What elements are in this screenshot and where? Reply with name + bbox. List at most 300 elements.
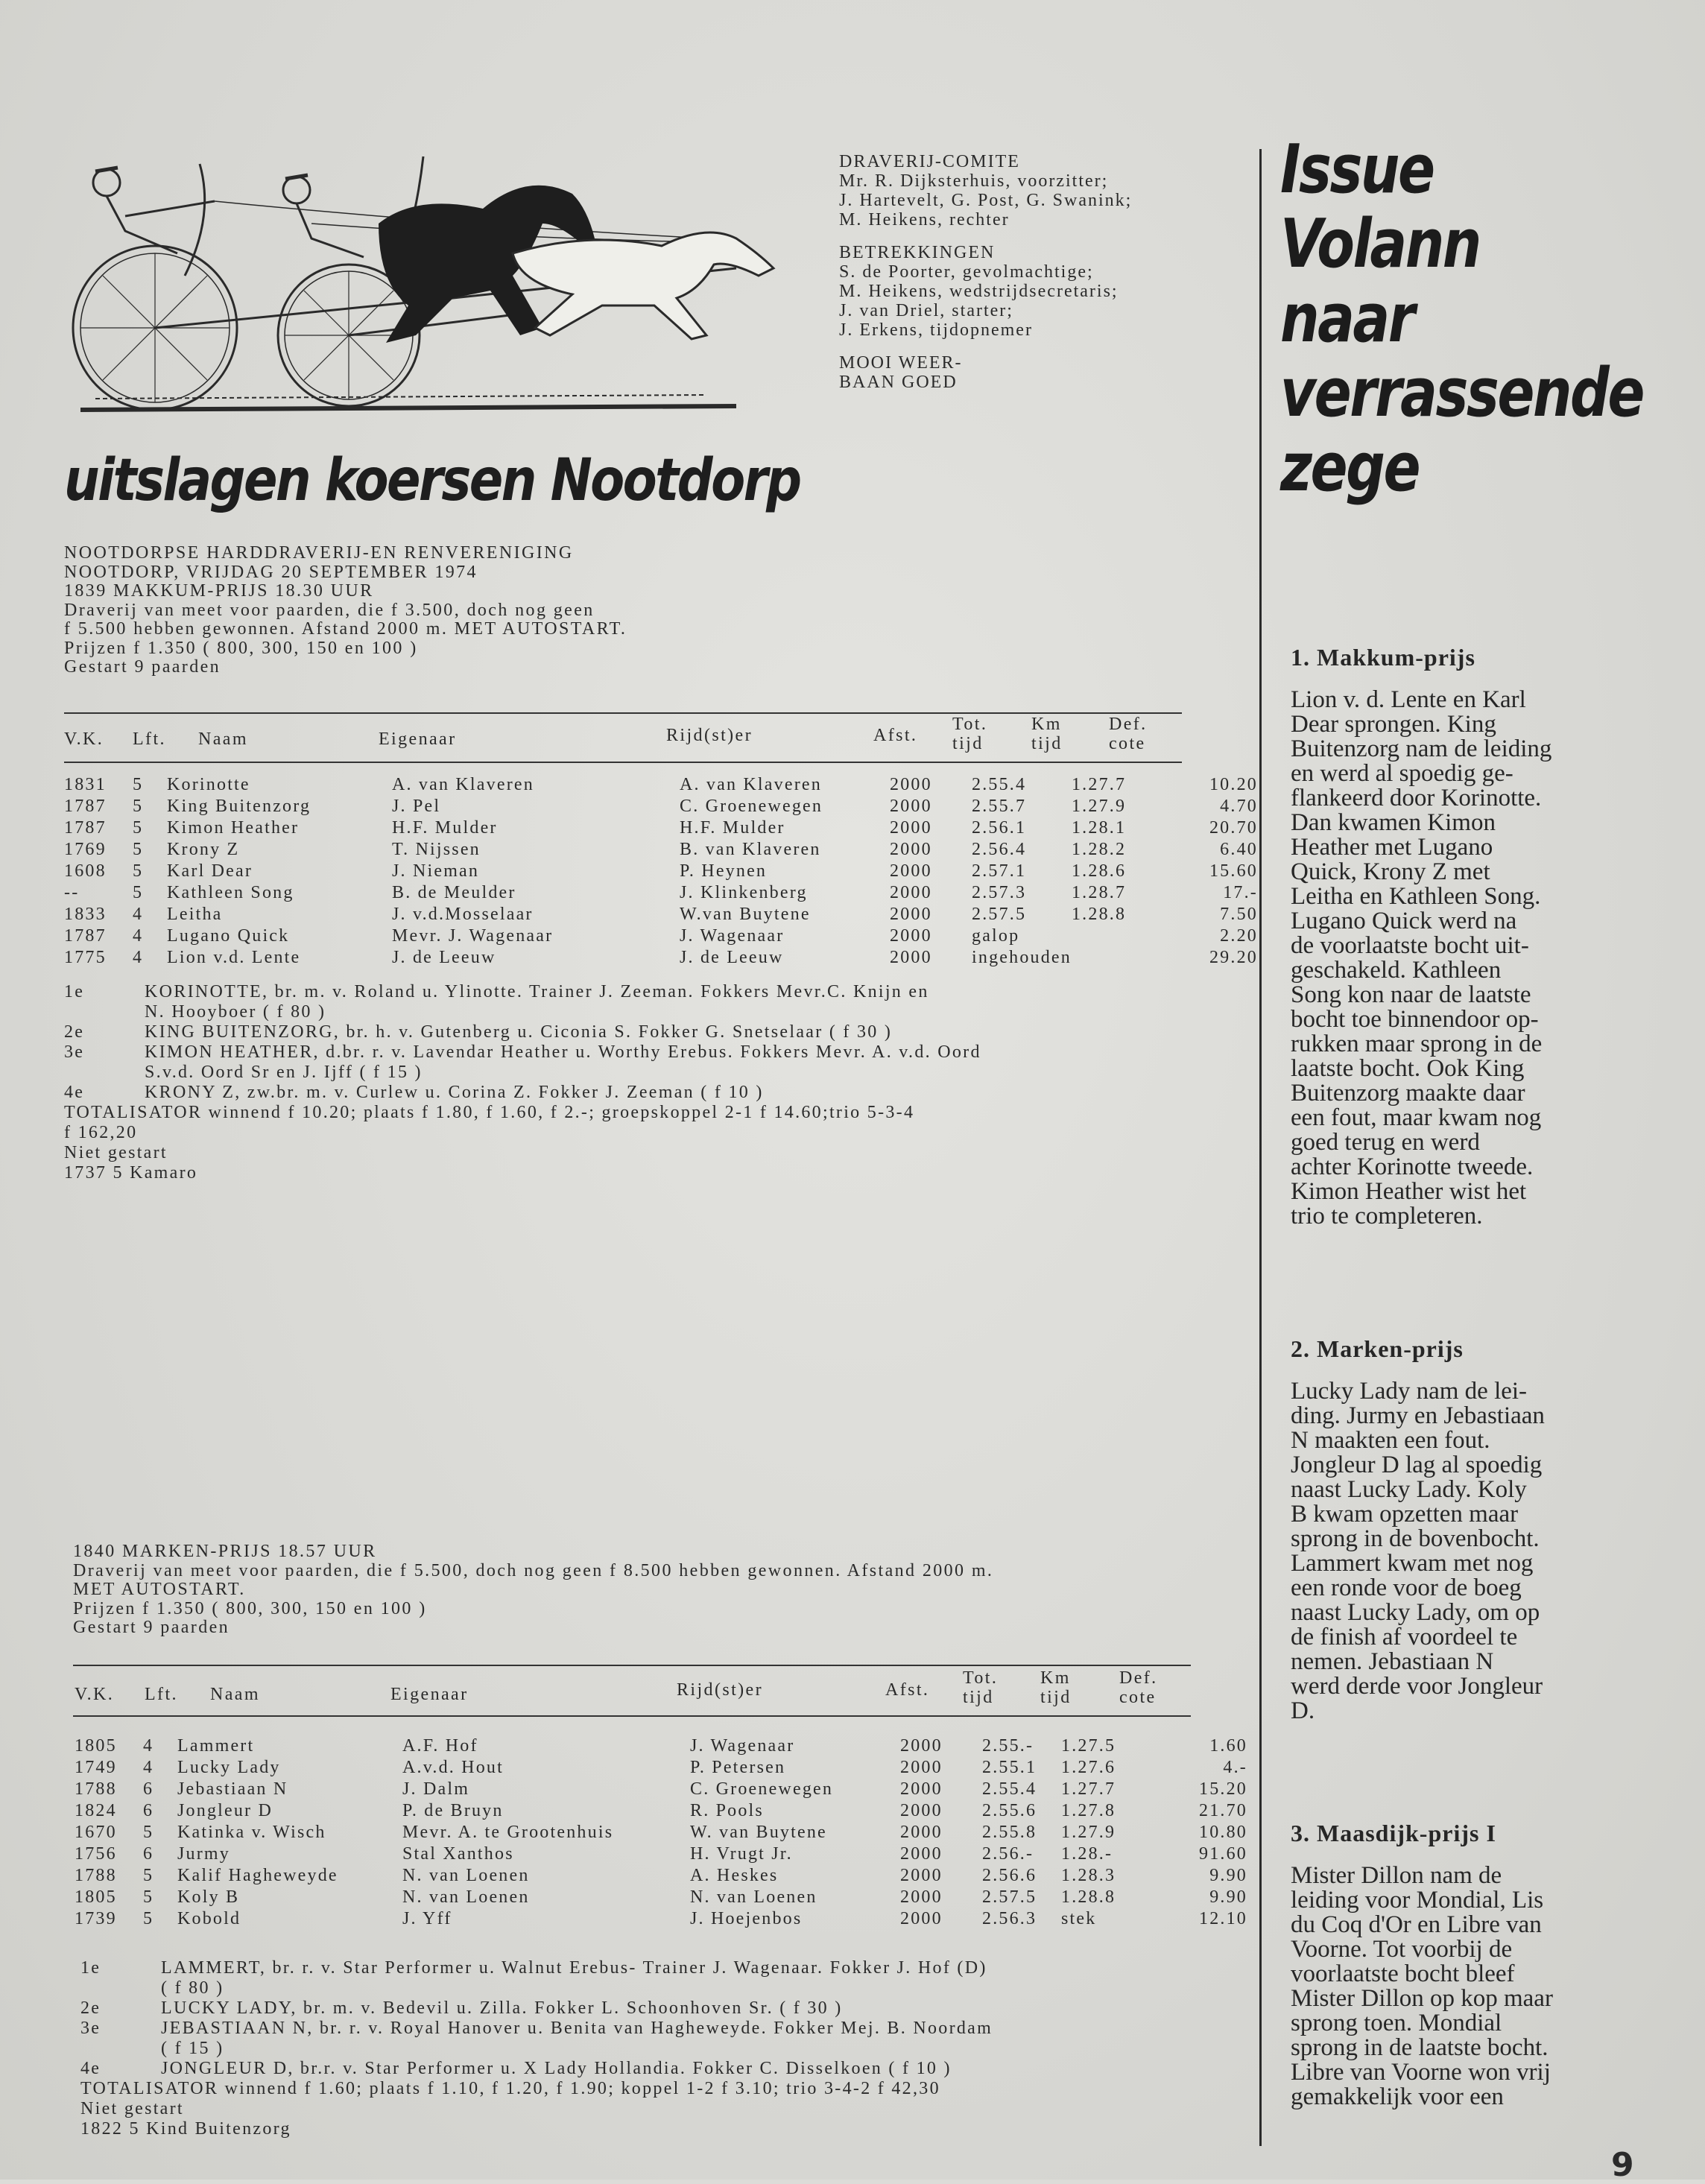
result-cell: 2000 — [890, 861, 932, 881]
result-cell: A.F. Hof — [402, 1736, 478, 1756]
placing-text: S.v.d. Oord Sr en J. Ijff ( f 15 ) — [145, 1063, 423, 1082]
result-cell: 1824 — [75, 1801, 117, 1820]
section-text-line: Lugano Quick werd na — [1291, 908, 1517, 934]
placing-line — [64, 1022, 914, 1042]
placing-label: 4e — [64, 1083, 85, 1102]
result-cell: H.F. Mulder — [680, 818, 785, 838]
header-kmtijd: tijd — [1031, 734, 1063, 753]
table-rule — [64, 762, 1182, 763]
result-cell: 1749 — [75, 1758, 117, 1777]
table-rule — [73, 1715, 1191, 1717]
result-cell: 1.28.1 — [1071, 818, 1127, 838]
result-cell: H. Vrugt Jr. — [690, 1844, 793, 1864]
race1-placings — [64, 982, 981, 1183]
result-cell: 21.70 — [1199, 1801, 1247, 1820]
result-cell: Lammert — [177, 1736, 255, 1756]
result-cell: 2000 — [890, 948, 932, 967]
placing-text: LAMMERT, br. r. v. Star Performer u. Walnut Erebus- Trainer J. Wagenaar. Fokker J. Hof (D) — [161, 1958, 987, 1978]
result-cell: 2000 — [890, 883, 932, 902]
result-cell: 2000 — [890, 926, 932, 946]
relations-heading: BETREKKINGEN — [839, 243, 996, 262]
result-cell: 1775 — [64, 948, 107, 967]
result-cell: 2000 — [900, 1758, 943, 1777]
result-row — [75, 1844, 1247, 1866]
result-cell: 2.56.3 — [982, 1909, 1037, 1928]
section-text-line: Mister Dillon op kop maar — [1291, 1985, 1553, 2012]
result-cell: 2000 — [890, 775, 932, 794]
race1-conditions: Draverij van meet voor paarden, die f 3.500, doch nog geen — [64, 600, 595, 620]
section-text-line: achter Korinotte tweede. — [1291, 1153, 1534, 1180]
result-cell: Kathleen Song — [167, 883, 294, 902]
result-cell: 1.27.9 — [1071, 797, 1127, 816]
result-cell: 6 — [143, 1779, 154, 1799]
section-heading: 1. Makkum-prijs — [1291, 644, 1475, 671]
result-cell: 1787 — [64, 926, 107, 946]
committee-block — [839, 152, 1256, 392]
section-text-line: Dan kwamen Kimon — [1291, 809, 1496, 836]
not-started-line: 1737 5 Kamaro — [64, 1163, 198, 1183]
result-cell: 2000 — [900, 1844, 943, 1864]
race1-intro — [64, 544, 627, 677]
header-eigenaar: Eigenaar — [379, 729, 457, 749]
result-cell: Lucky Lady — [177, 1758, 281, 1777]
result-cell: Stal Xanthos — [402, 1844, 514, 1864]
result-cell: 1.27.9 — [1061, 1823, 1116, 1842]
result-cell: Mevr. A. te Grootenhuis — [402, 1823, 614, 1842]
section-text-line: en werd al spoedig ge- — [1291, 760, 1513, 787]
result-row — [64, 775, 1258, 797]
intro-line: NOOTDORP, VRIJDAG 20 SEPTEMBER 1974 — [64, 562, 478, 582]
result-cell: 5 — [133, 861, 144, 881]
committee-heading: DRAVERIJ-COMITE — [839, 152, 1020, 171]
result-row — [75, 1736, 1247, 1758]
section-text-line: B kwam opzetten maar — [1291, 1501, 1519, 1528]
section-text-line: werd derde voor Jongleur — [1291, 1673, 1543, 1700]
result-cell: H.F. Mulder — [392, 818, 498, 838]
race2-title: 1840 MARKEN-PRIJS 18.57 UUR — [73, 1542, 377, 1561]
result-cell: 12.10 — [1199, 1909, 1247, 1928]
result-cell: B. van Klaveren — [680, 840, 821, 859]
section-text-line: Kimon Heather wist het — [1291, 1178, 1527, 1205]
result-cell: 5 — [133, 840, 144, 859]
result-cell: 2000 — [900, 1779, 943, 1799]
title-line: Issue — [1280, 130, 1434, 209]
placing-text: ( f 15 ) — [161, 2039, 224, 2058]
result-cell: 9.90 — [1209, 1866, 1247, 1885]
result-cell: 91.60 — [1199, 1844, 1247, 1864]
header-vk: V.K. — [64, 729, 104, 749]
result-cell: 2.55.4 — [972, 775, 1027, 794]
section-text-line: naast Lucky Lady. Koly — [1291, 1476, 1527, 1503]
result-cell: 2000 — [900, 1823, 943, 1842]
header-tot: Tot. — [952, 715, 988, 734]
section-text-line: rukken maar sprong in de — [1291, 1031, 1543, 1057]
section-text-line: Lammert kwam met nog — [1291, 1550, 1534, 1577]
result-cell: ingehouden — [972, 948, 1072, 967]
result-cell: Jebastiaan N — [177, 1779, 288, 1799]
placing-line — [80, 1978, 940, 1998]
result-cell: 2000 — [890, 905, 932, 924]
result-cell: N. van Loenen — [402, 1866, 530, 1885]
header-afst: Afst. — [873, 726, 918, 745]
section-text-line: voorlaatste bocht bleef — [1291, 1960, 1515, 1987]
race2-starters: Gestart 9 paarden — [73, 1618, 230, 1637]
race2-intro — [73, 1542, 993, 1638]
result-cell: 2000 — [890, 797, 932, 816]
result-cell: 2.56.1 — [972, 818, 1027, 838]
section-text-line: de voorlaatste bocht uit- — [1291, 932, 1529, 959]
result-cell: 2.55.4 — [982, 1779, 1037, 1799]
result-cell: 1788 — [75, 1779, 117, 1799]
result-cell: A. Heskes — [690, 1866, 779, 1885]
placing-label: 2e — [80, 1998, 101, 2018]
header-lft: Lft. — [145, 1685, 178, 1704]
result-cell: J. Dalm — [402, 1779, 470, 1799]
section-text-line: sprong toen. Mondial — [1291, 2010, 1502, 2036]
result-cell: 1.27.6 — [1061, 1758, 1116, 1777]
result-cell: W. van Buytene — [690, 1823, 827, 1842]
column-section-maasdijk — [1291, 1821, 1678, 2109]
section-heading: 3. Maasdijk-prijs I — [1291, 1820, 1496, 1846]
result-cell: Mevr. J. Wagenaar — [392, 926, 554, 946]
result-cell: 4 — [133, 926, 144, 946]
title-line: verrassende — [1280, 354, 1644, 432]
result-cell: A. van Klaveren — [680, 775, 822, 794]
placing-text: KIMON HEATHER, d.br. r. v. Lavendar Heather u. Worthy Erebus. Fokkers Mevr. A. v.d. Oord — [145, 1042, 981, 1062]
race2-conditions: Draverij van meet voor paarden, die f 5.500, doch nog geen f 8.500 hebben gewonnen. Afstand 2000 m. — [73, 1560, 994, 1580]
result-cell: 2.57.3 — [972, 883, 1027, 902]
result-cell: 6 — [143, 1844, 154, 1864]
result-cell: 4 — [133, 948, 144, 967]
header-vk: V.K. — [75, 1685, 115, 1704]
result-cell — [1072, 948, 1183, 969]
result-row — [64, 905, 1258, 926]
column-section-makkum — [1291, 645, 1678, 1229]
race2-results-table — [75, 1736, 1247, 1931]
section-text-line: de finish af voordeel te — [1291, 1624, 1518, 1650]
table-rule — [73, 1665, 1191, 1666]
placing-text: N. Hooyboer ( f 80 ) — [145, 1002, 326, 1022]
header-km: Km — [1040, 1668, 1071, 1688]
placing-text: JEBASTIAAN N, br. r. v. Royal Hanover u. Benita van Hagheweyde. Fokker Mej. B. Noordam — [161, 2019, 993, 2038]
result-cell: 1831 — [64, 775, 107, 794]
result-cell: 1.28.8 — [1061, 1887, 1116, 1907]
result-cell: Lugano Quick — [167, 926, 290, 946]
result-cell: Krony Z — [167, 840, 240, 859]
result-cell: 1833 — [64, 905, 107, 924]
result-cell: Koly B — [177, 1887, 240, 1907]
result-cell: J. Wagenaar — [690, 1736, 795, 1756]
result-row — [75, 1866, 1247, 1887]
placing-text: LUCKY LADY, br. m. v. Bedevil u. Zilla. Fokker L. Schoonhoven Sr. ( f 30 ) — [161, 1998, 843, 2018]
totalisator-line: f 162,20 — [64, 1123, 138, 1142]
relations-line: S. de Poorter, gevolmachtige; — [839, 262, 1094, 282]
result-cell: T. Nijssen — [392, 840, 481, 859]
result-row — [75, 1779, 1247, 1801]
section-text-line: Lion v. d. Lente en Karl — [1291, 686, 1526, 713]
result-cell: 5 — [133, 775, 144, 794]
result-cell — [1072, 926, 1183, 948]
result-cell: 1805 — [75, 1736, 117, 1756]
title-line: naar — [1280, 279, 1414, 358]
placing-label: 1e — [64, 982, 85, 1001]
placing-label: 1e — [80, 1958, 101, 1978]
placing-line — [64, 1042, 981, 1063]
intro-line: NOOTDORPSE HARDDRAVERIJ-EN RENVERENIGING — [64, 543, 574, 563]
result-cell: J. Yff — [402, 1909, 452, 1928]
header-lft: Lft. — [133, 729, 166, 749]
result-cell: 5 — [133, 883, 144, 902]
section-text-line: goed terug en werd — [1291, 1129, 1480, 1156]
result-cell: 2.55.- — [982, 1736, 1034, 1756]
result-cell: J. Wagenaar — [680, 926, 785, 946]
result-cell: 1670 — [75, 1823, 117, 1842]
result-cell: 1788 — [75, 1866, 117, 1885]
section-text-line: Lucky Lady nam de lei- — [1291, 1378, 1528, 1405]
title-line: Volann — [1280, 205, 1480, 283]
result-row — [64, 948, 1258, 969]
section-text-line: Leitha en Kathleen Song. — [1291, 883, 1541, 910]
committee-line: M. Heikens, rechter — [839, 210, 1010, 230]
header-naam: Naam — [210, 1685, 260, 1704]
result-cell: Jongleur D — [177, 1801, 273, 1820]
totalisator-line: TOTALISATOR winnend f 1.60; plaats f 1.10, f 1.20, f 1.90; koppel 1-2 f 3.10; trio 3-4-2 f 42,30 — [80, 2079, 940, 2098]
weather-line: MOOI WEER- — [839, 353, 963, 373]
result-row — [64, 797, 1258, 818]
header-cote: cote — [1119, 1688, 1157, 1707]
totalisator-line: TOTALISATOR winnend f 10.20; plaats f 1.80, f 1.60, f 2.-; groepskoppel 2-1 f 14.60;trio 5-3-4 — [64, 1103, 915, 1122]
section-text-line: laatste bocht. Ook King — [1291, 1055, 1525, 1082]
result-cell: 1.27.7 — [1061, 1779, 1116, 1799]
result-cell: 1.28.7 — [1071, 883, 1127, 902]
header-kmtijd: tijd — [1040, 1688, 1072, 1707]
result-cell: 2.57.5 — [982, 1887, 1037, 1907]
result-cell: 15.60 — [1209, 861, 1258, 881]
placing-text: KING BUITENZORG, br. h. v. Gutenberg u. Ciconia S. Fokker G. Snetselaar ( f 30 ) — [145, 1022, 893, 1042]
result-cell: 1805 — [75, 1887, 117, 1907]
result-cell: Kobold — [177, 1909, 241, 1928]
section-text-line: geschakeld. Kathleen — [1291, 957, 1502, 984]
result-cell: N. van Loenen — [690, 1887, 817, 1907]
placing-text: ( f 80 ) — [161, 1978, 224, 1998]
header-tot: Tot. — [963, 1668, 999, 1688]
result-cell: 29.20 — [1209, 948, 1258, 967]
section-text-line: Dear sprongen. King — [1291, 711, 1496, 738]
relations-line: M. Heikens, wedstrijdsecretaris; — [839, 282, 1119, 301]
result-row — [75, 1909, 1247, 1931]
result-cell: 2000 — [900, 1909, 943, 1928]
result-cell: N. van Loenen — [402, 1887, 530, 1907]
section-text-line: D. — [1291, 1697, 1315, 1724]
result-cell: 2.56.- — [982, 1844, 1034, 1864]
result-cell: Korinotte — [167, 775, 250, 794]
result-cell: A.v.d. Hout — [402, 1758, 504, 1777]
result-cell: Karl Dear — [167, 861, 253, 881]
harness-racing-illustration — [66, 112, 811, 425]
race1-prizes: Prijzen f 1.350 ( 800, 300, 150 en 100 ) — [64, 638, 418, 658]
result-row — [64, 883, 1258, 905]
result-cell: 5 — [133, 818, 144, 838]
race1-title: 1839 MAKKUM-PRIJS 18.30 UUR — [64, 581, 374, 601]
section-text-line: sprong in de bovenbocht. — [1291, 1525, 1540, 1552]
placing-label: 3e — [80, 2019, 101, 2038]
result-cell: 4.70 — [1220, 797, 1258, 816]
result-cell: 5 — [143, 1909, 154, 1928]
race1-conditions: f 5.500 hebben gewonnen. Afstand 2000 m. MET AUTOSTART. — [64, 619, 627, 639]
result-row — [75, 1887, 1247, 1909]
result-cell: 2.55.7 — [972, 797, 1027, 816]
section-text-line: nemen. Jebastiaan N — [1291, 1648, 1494, 1675]
section-text-line: Voorne. Tot voorbij de — [1291, 1936, 1513, 1963]
section-text-line: Libre van Voorne won vrij — [1291, 2059, 1551, 2086]
light-horse — [513, 232, 774, 339]
result-cell: 1787 — [64, 818, 107, 838]
section-text-line: N maakten een fout. — [1291, 1427, 1490, 1454]
result-cell: Katinka v. Wisch — [177, 1823, 326, 1842]
result-cell: 1.28.3 — [1061, 1866, 1116, 1885]
result-cell: 2.56.4 — [972, 840, 1027, 859]
header-cote: cote — [1109, 734, 1146, 753]
section-text-line: Buitenzorg nam de leiding — [1291, 735, 1552, 762]
result-cell: 17.- — [1223, 883, 1258, 902]
result-cell: 5 — [143, 1866, 154, 1885]
header-tijd: tijd — [963, 1688, 994, 1707]
result-cell: P. Petersen — [690, 1758, 786, 1777]
result-cell: Leitha — [167, 905, 223, 924]
result-cell: C. Groenewegen — [680, 797, 823, 816]
result-cell: 2000 — [890, 818, 932, 838]
header-def: Def. — [1119, 1668, 1158, 1688]
placing-label: 4e — [80, 2059, 101, 2078]
result-cell: 7.50 — [1220, 905, 1258, 924]
section-text-line: leiding voor Mondial, Lis — [1291, 1887, 1544, 1914]
committee-line: J. Hartevelt, G. Post, G. Swanink; — [839, 191, 1133, 210]
result-cell: 4.- — [1223, 1758, 1247, 1777]
result-cell: 4 — [143, 1736, 154, 1756]
placing-line — [80, 1998, 940, 2019]
section-text-line: Quick, Krony Z met — [1291, 858, 1490, 885]
race1-starters: Gestart 9 paarden — [64, 657, 221, 677]
section-text-line: Song kon naar de laatste — [1291, 981, 1531, 1008]
placing-line — [64, 1002, 914, 1022]
result-cell: 1.28.8 — [1071, 905, 1127, 924]
race2-conditions: MET AUTOSTART. — [73, 1580, 246, 1599]
result-cell: 20.70 — [1209, 818, 1258, 838]
placing-label: 3e — [64, 1042, 85, 1062]
result-cell: 6 — [143, 1801, 154, 1820]
result-cell: 1756 — [75, 1844, 117, 1864]
result-cell: P. Heynen — [680, 861, 768, 881]
relations-line: J. van Driel, starter; — [839, 301, 1013, 320]
section-text-line: flankeerd door Korinotte. — [1291, 785, 1542, 811]
not-started-line: Niet gestart — [80, 2099, 184, 2118]
result-cell: 9.90 — [1209, 1887, 1247, 1907]
result-cell: Kalif Hagheweyde — [177, 1866, 338, 1885]
result-row — [75, 1801, 1247, 1823]
placing-text: KORINOTTE, br. m. v. Roland u. Ylinotte. Trainer J. Zeeman. Fokkers Mevr.C. Knijn en — [145, 982, 929, 1001]
result-cell: 2000 — [890, 840, 932, 859]
header-afst: Afst. — [885, 1680, 930, 1700]
result-cell: B. de Meulder — [392, 883, 516, 902]
result-cell: J. v.d.Mosselaar — [392, 905, 534, 924]
result-row — [75, 1823, 1247, 1844]
weather-line: BAAN GOED — [839, 373, 958, 392]
result-cell: 2000 — [900, 1801, 943, 1820]
result-cell: 5 — [143, 1887, 154, 1907]
result-cell: J. Hoejenbos — [690, 1909, 803, 1928]
title-line: zege — [1280, 428, 1420, 507]
result-cell: 2.57.1 — [972, 861, 1027, 881]
header-def: Def. — [1109, 715, 1148, 734]
result-cell: 4 — [143, 1758, 154, 1777]
result-row — [64, 840, 1258, 861]
header-rijder: Rijd(st)er — [666, 726, 753, 745]
result-cell: 1.28.2 — [1071, 840, 1127, 859]
header-tijd: tijd — [952, 734, 984, 753]
section-text-line: Heather met Lugano — [1291, 834, 1493, 861]
result-cell: galop — [972, 926, 1020, 946]
result-cell: 2.20 — [1220, 926, 1258, 946]
column-title — [1280, 130, 1644, 507]
result-cell: 15.20 — [1199, 1779, 1247, 1799]
section-text-line: naast Lucky Lady, om op — [1291, 1599, 1540, 1626]
page-headline: uitslagen koersen Nootdorp — [64, 447, 800, 514]
result-cell: 1769 — [64, 840, 107, 859]
race1-results-table — [64, 775, 1258, 969]
placing-line — [64, 1083, 914, 1103]
section-text-line: ding. Jurmy en Jebastiaan — [1291, 1402, 1545, 1429]
result-cell: 2000 — [900, 1887, 943, 1907]
column-divider — [1259, 149, 1262, 2146]
table-rule — [64, 712, 1182, 714]
placing-text: KRONY Z, zw.br. m. v. Curlew u. Corina Z. Fokker J. Zeeman ( f 10 ) — [145, 1083, 764, 1102]
not-started-line: Niet gestart — [64, 1143, 168, 1162]
race2-prizes: Prijzen f 1.350 ( 800, 300, 150 en 100 ) — [73, 1598, 427, 1618]
result-cell: 1.27.5 — [1061, 1736, 1116, 1756]
result-cell: 5 — [133, 797, 144, 816]
result-cell: W.van Buytene — [680, 905, 811, 924]
section-text-line: trio te completeren. — [1291, 1203, 1483, 1229]
result-cell: stek — [1061, 1909, 1097, 1928]
result-cell: 2.55.8 — [982, 1823, 1037, 1842]
result-cell: 1.27.7 — [1071, 775, 1127, 794]
relations-line: J. Erkens, tijdopnemer — [839, 320, 1033, 340]
result-cell: C. Groenewegen — [690, 1779, 834, 1799]
placing-line — [80, 2039, 940, 2059]
result-cell: 1.27.8 — [1061, 1801, 1116, 1820]
section-text-line: een fout, maar kwam nog — [1291, 1104, 1542, 1131]
section-text-line: bocht toe binnendoor op- — [1291, 1006, 1539, 1033]
header-eigenaar: Eigenaar — [390, 1685, 469, 1704]
header-naam: Naam — [198, 729, 248, 749]
result-cell: 2.55.1 — [982, 1758, 1037, 1777]
column-section-marken — [1291, 1337, 1678, 1724]
result-cell: -- — [64, 883, 80, 902]
result-row — [64, 926, 1258, 948]
result-cell: J. de Leeuw — [392, 948, 496, 967]
result-cell: J. Nieman — [392, 861, 480, 881]
result-cell: 1739 — [75, 1909, 117, 1928]
placing-line — [80, 2059, 952, 2079]
committee-line: Mr. R. Dijksterhuis, voorzitter; — [839, 171, 1109, 191]
result-cell: 5 — [143, 1823, 154, 1842]
section-heading: 2. Marken-prijs — [1291, 1335, 1464, 1362]
placing-line — [64, 982, 929, 1002]
result-cell: 2.55.6 — [982, 1801, 1037, 1820]
result-cell: P. de Bruyn — [402, 1801, 504, 1820]
result-cell: 1.28.- — [1061, 1844, 1113, 1864]
placing-label: 2e — [64, 1022, 85, 1042]
